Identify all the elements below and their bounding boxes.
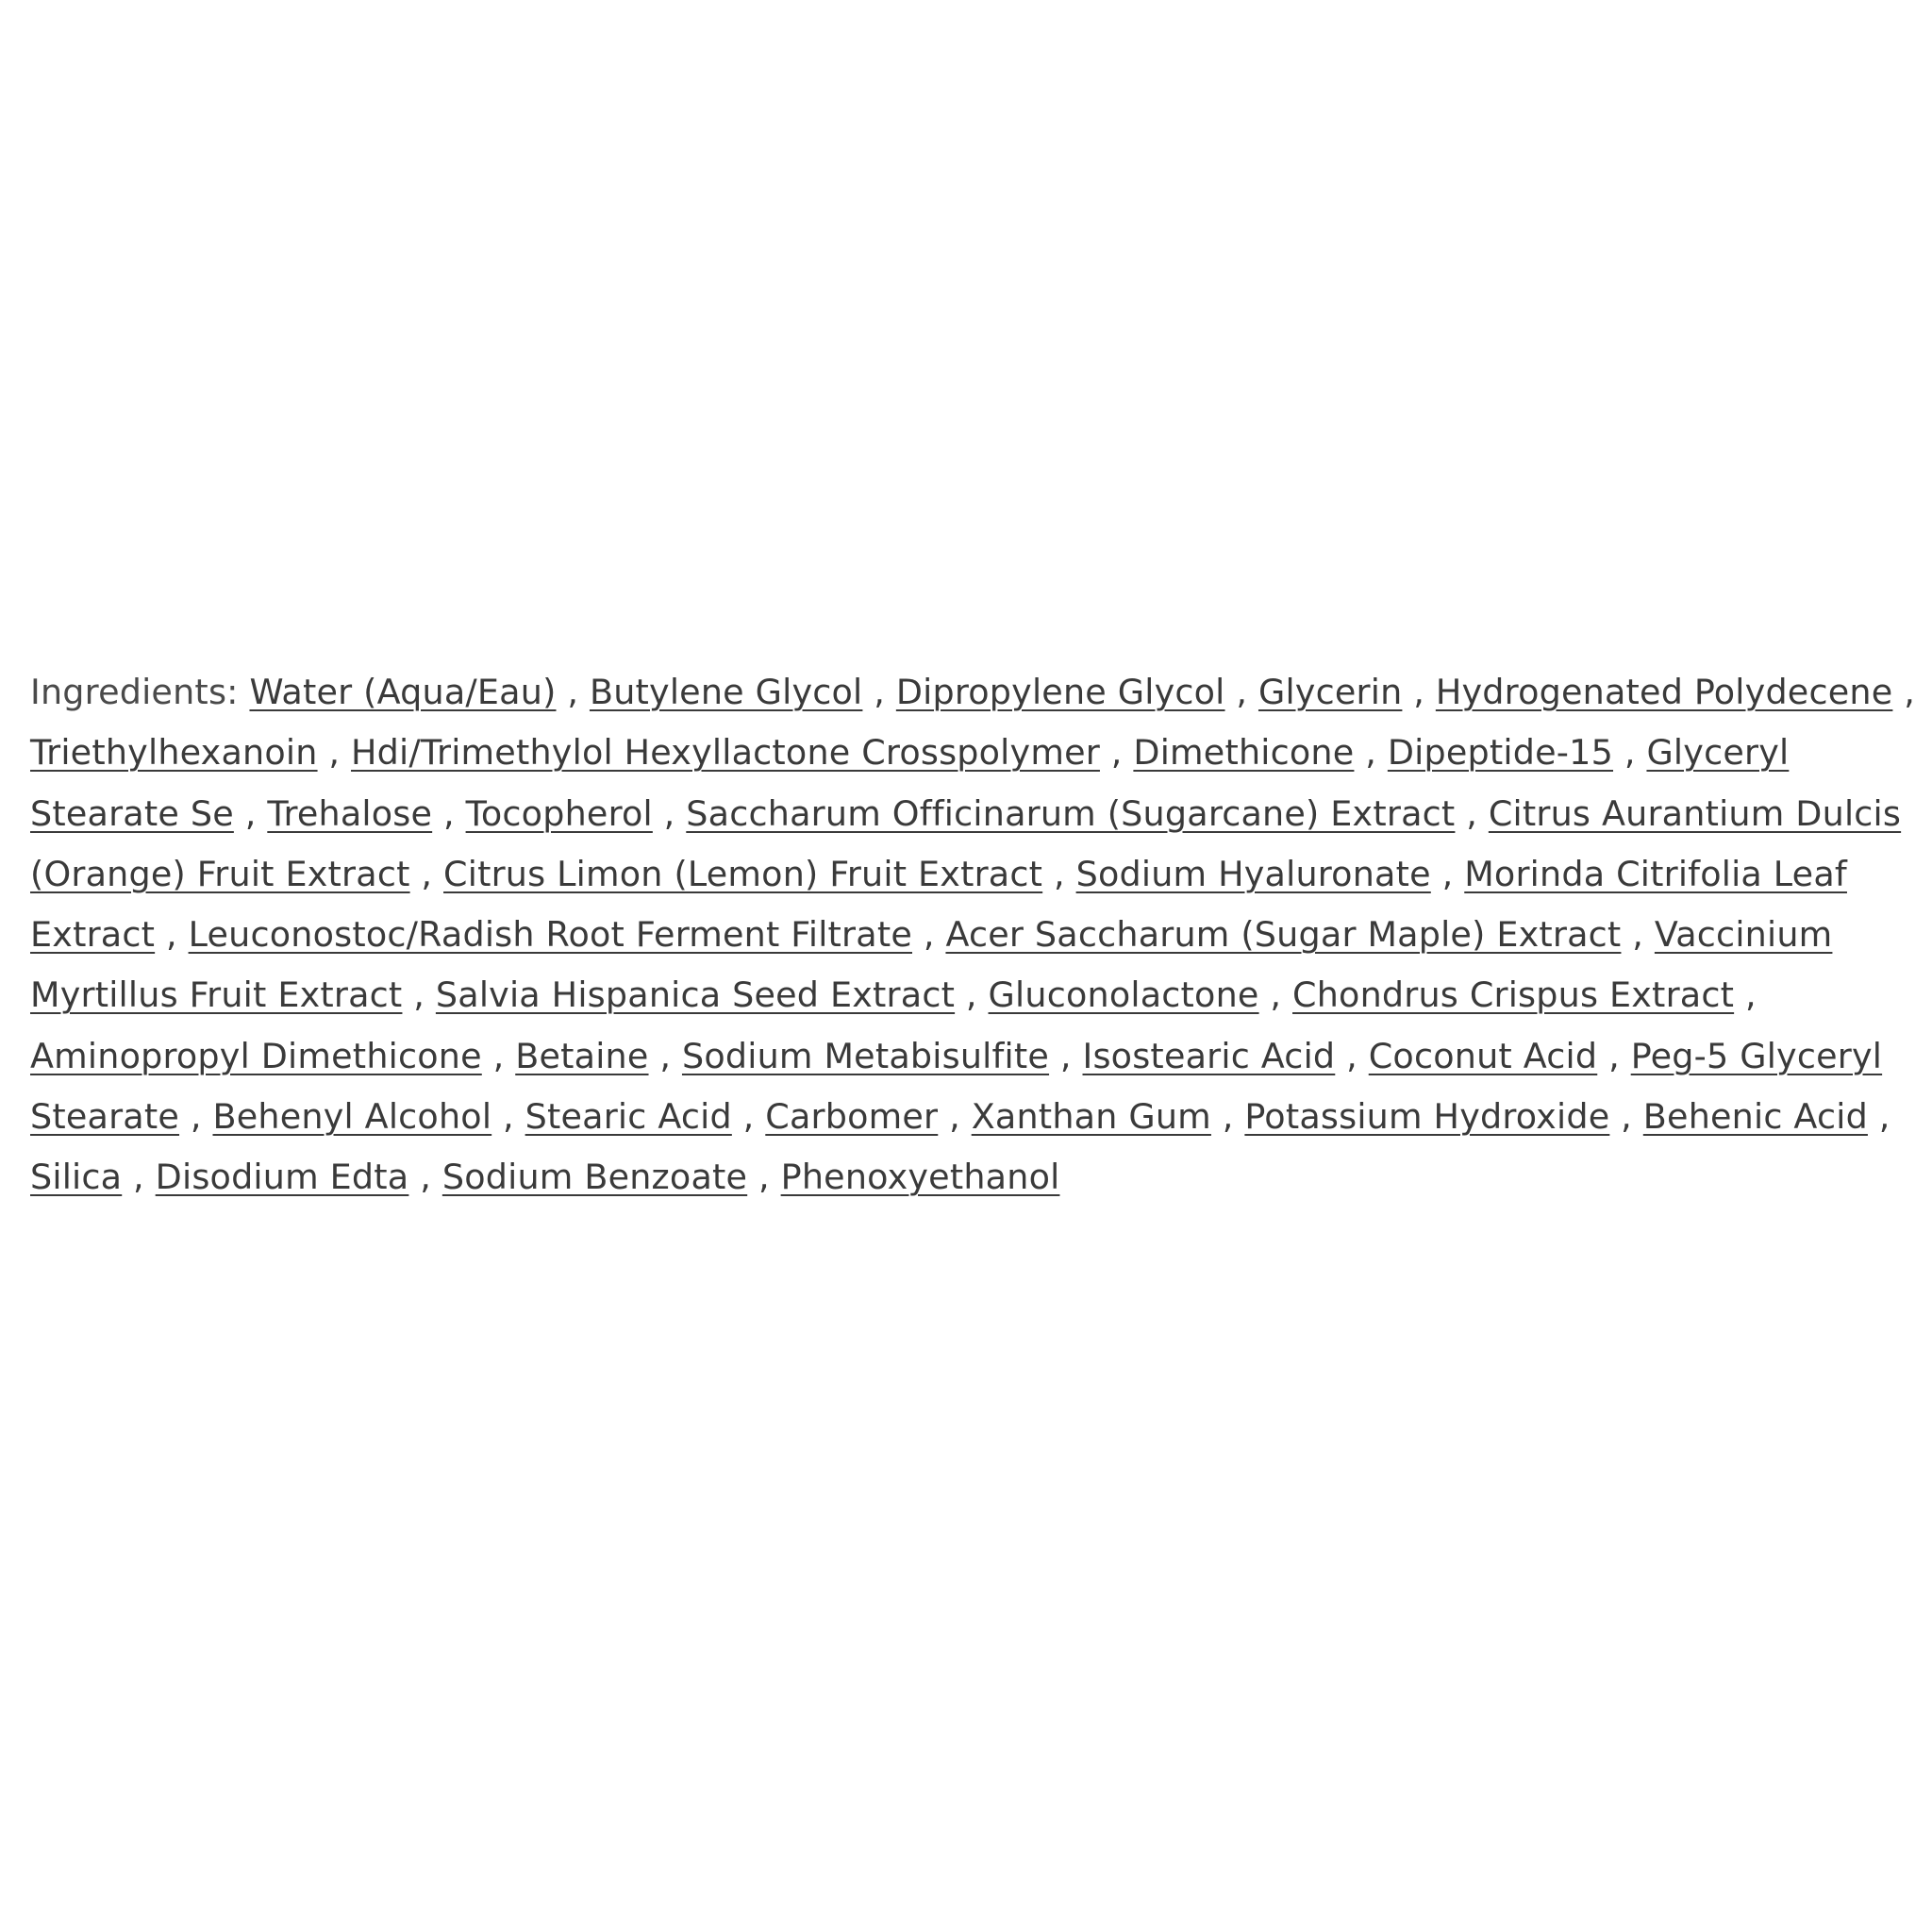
ingredients-label: Ingredients: <box>30 672 239 712</box>
ingredient-link[interactable]: Gluconolactone <box>988 974 1259 1016</box>
ingredient-separator: , <box>421 853 433 894</box>
ingredients-list <box>30 662 1922 1208</box>
ingredient-link[interactable]: Carbomer <box>765 1096 939 1138</box>
ingredient-link[interactable]: Sodium Benzoate <box>441 1157 748 1198</box>
ingredient-link[interactable]: Hdi/Trimethylol Hexyllactone Crosspolymer <box>351 732 1100 774</box>
ingredient-link[interactable]: Hydrogenated Polydecene <box>1435 672 1893 712</box>
ingredient-separator: , <box>663 792 675 834</box>
ingredient-separator: , <box>1904 672 1916 712</box>
ingredient-links-container <box>30 672 1915 1197</box>
ingredient-separator: , <box>1621 1096 1632 1138</box>
ingredient-separator: , <box>1059 1035 1072 1076</box>
ingredient-separator: , <box>1878 1096 1890 1138</box>
ingredient-link[interactable]: Tocopherol <box>465 792 653 834</box>
ingredient-separator: , <box>1744 974 1757 1016</box>
ingredient-link[interactable]: Stearic Acid <box>525 1096 732 1138</box>
ingredient-link[interactable]: Dimethicone <box>1133 732 1355 774</box>
ingredient-separator: , <box>502 1096 514 1138</box>
ingredient-separator: , <box>1608 1035 1620 1076</box>
ingredient-separator: , <box>133 1157 144 1198</box>
ingredient-separator: , <box>659 1035 672 1076</box>
ingredient-link[interactable]: Citrus Limon (Lemon) Fruit Extract <box>443 853 1043 894</box>
ingredient-link[interactable]: Behenyl Alcohol <box>212 1096 492 1138</box>
ingredient-link[interactable]: Dipeptide-15 <box>1387 732 1614 774</box>
ingredient-link[interactable]: Sodium Hyaluronate <box>1075 853 1431 894</box>
ingredient-link[interactable]: Isostearic Acid <box>1082 1035 1336 1076</box>
ingredient-link[interactable]: Silica <box>30 1157 123 1198</box>
ingredient-separator: , <box>420 1157 432 1198</box>
ingredient-link[interactable]: Glyceryl Stearate Se <box>30 732 1790 834</box>
ingredient-separator: , <box>1236 672 1248 712</box>
ingredient-separator: , <box>244 792 257 834</box>
ingredient-link[interactable]: Water (Aqua/Eau) <box>249 672 557 712</box>
ingredient-separator: , <box>442 792 455 834</box>
ingredient-link[interactable]: Vaccinium Myrtillus Fruit Extract <box>30 914 1833 1016</box>
ingredient-link[interactable]: Betaine <box>515 1035 649 1076</box>
ingredient-separator: , <box>1270 974 1282 1016</box>
ingredient-separator: , <box>1632 914 1644 956</box>
ingredient-separator: , <box>1466 792 1478 834</box>
ingredient-separator: , <box>190 1096 202 1138</box>
ingredient-link[interactable]: Disodium Edta <box>155 1157 409 1198</box>
ingredient-separator: , <box>567 672 579 712</box>
ingredient-link[interactable]: Aminopropyl Dimethicone <box>30 1035 482 1076</box>
ingredient-separator: , <box>758 1157 770 1198</box>
ingredient-link[interactable]: Sodium Metabisulfite <box>681 1035 1050 1076</box>
ingredient-separator: , <box>1053 853 1065 894</box>
ingredient-link[interactable]: Phenoxyethanol <box>780 1157 1060 1198</box>
ingredient-link[interactable]: Behenic Acid <box>1642 1096 1868 1138</box>
ingredient-link[interactable]: Salvia Hispanica Seed Extract <box>435 974 956 1016</box>
ingredient-link[interactable]: Acer Saccharum (Sugar Maple) Extract <box>945 914 1622 956</box>
ingredient-separator: , <box>874 672 886 712</box>
ingredient-separator: , <box>949 1096 960 1138</box>
ingredient-link[interactable]: Citrus Aurantium Dulcis (Orange) Fruit Extract <box>30 792 1902 894</box>
ingredient-link[interactable]: Saccharum Officinarum (Sugarcane) Extract <box>686 792 1456 834</box>
ingredient-separator: , <box>923 914 935 956</box>
ingredient-link[interactable]: Triethylhexanoin <box>30 732 318 774</box>
ingredient-link[interactable]: Trehalose <box>267 792 433 834</box>
ingredient-separator: , <box>492 1035 505 1076</box>
ingredient-separator: , <box>1413 672 1425 712</box>
ingredient-separator: , <box>1110 732 1123 774</box>
ingredient-separator: , <box>1365 732 1377 774</box>
ingredient-separator: , <box>965 974 977 1016</box>
ingredient-separator: , <box>413 974 425 1016</box>
ingredient-link[interactable]: Leuconostoc/Radish Root Ferment Filtrate <box>188 914 912 956</box>
ingredient-separator: , <box>1222 1096 1234 1138</box>
ingredient-separator: , <box>328 732 341 774</box>
ingredient-link[interactable]: Morinda Citrifolia Leaf Extract <box>30 853 1847 956</box>
ingredient-separator: , <box>1624 732 1636 774</box>
ingredient-link[interactable]: Glycerin <box>1257 672 1403 712</box>
ingredient-link[interactable]: Xanthan Gum <box>971 1096 1211 1138</box>
ingredient-separator: , <box>742 1096 755 1138</box>
ingredient-link[interactable]: Coconut Acid <box>1368 1035 1598 1076</box>
ingredient-link[interactable]: Dipropylene Glycol <box>895 672 1225 712</box>
ingredient-separator: , <box>165 914 177 956</box>
ingredient-separator: , <box>1441 853 1454 894</box>
ingredient-link[interactable]: Butylene Glycol <box>589 672 863 712</box>
ingredient-separator: , <box>1346 1035 1357 1076</box>
ingredient-link[interactable]: Potassium Hydroxide <box>1244 1096 1610 1138</box>
ingredient-link[interactable]: Peg-5 Glyceryl Stearate <box>30 1035 1883 1138</box>
ingredient-link[interactable]: Chondrus Crispus Extract <box>1292 974 1735 1016</box>
